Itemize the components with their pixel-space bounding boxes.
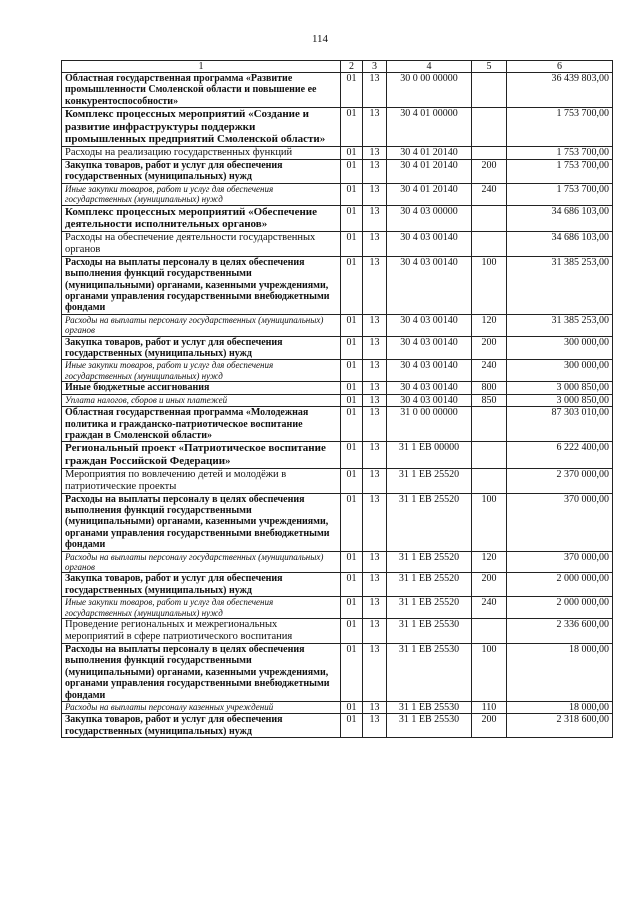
row-subsection-cell: 13 [363, 360, 387, 382]
row-section-cell: 01 [341, 256, 363, 314]
row-target-article-cell: 31 1 ЕВ 25520 [387, 597, 472, 619]
budget-table-body [62, 61, 613, 738]
row-subsection-cell: 13 [363, 382, 387, 394]
row-amount-cell: 370 000,00 [507, 493, 613, 551]
row-target-article-cell: 30 4 01 00000 [387, 108, 472, 147]
row-amount-cell: 2 000 000,00 [507, 573, 613, 597]
row-name-cell: Областная государственная программа «Развитие промышленности Смоленской области и повышение ее конкурентоспособности» [62, 73, 341, 108]
budget-table [61, 60, 613, 738]
table-row [62, 231, 613, 256]
row-target-article-cell: 30 4 03 00140 [387, 382, 472, 394]
row-amount-cell: 1 753 700,00 [507, 183, 613, 205]
row-expense-type-cell: 110 [472, 702, 507, 714]
row-section-cell: 01 [341, 314, 363, 336]
page-number: 114 [311, 33, 329, 45]
row-target-article-cell: 30 4 03 00140 [387, 314, 472, 336]
row-name-cell: Закупка товаров, работ и услуг для обеспечения государственных (муниципальных) нужд [62, 573, 341, 597]
row-name-cell: Расходы на выплаты персоналу казенных учреждений [62, 702, 341, 714]
row-target-article-cell: 30 0 00 00000 [387, 73, 472, 108]
row-section-cell: 01 [341, 147, 363, 160]
row-amount-cell: 18 000,00 [507, 643, 613, 701]
row-name-cell: Комплекс процессных мероприятий «Создание и развитие инфраструктуры поддержки промышленных предприятий Смоленской области» [62, 108, 341, 147]
row-expense-type-cell [472, 442, 507, 468]
row-section-cell: 01 [341, 442, 363, 468]
table-row [62, 394, 613, 406]
row-target-article-cell: 31 1 ЕВ 25530 [387, 702, 472, 714]
row-subsection-cell: 13 [363, 394, 387, 406]
row-amount-cell: 1 753 700,00 [507, 147, 613, 160]
row-name-cell: Иные бюджетные ассигнования [62, 382, 341, 394]
row-section-cell: 01 [341, 394, 363, 406]
row-target-article-cell: 31 1 ЕВ 25520 [387, 468, 472, 493]
row-target-article-cell: 30 4 03 00140 [387, 394, 472, 406]
row-name-cell: Уплата налогов, сборов и иных платежей [62, 394, 341, 406]
row-target-article-cell: 31 1 ЕВ 25530 [387, 643, 472, 701]
row-amount-cell: 36 439 803,00 [507, 73, 613, 108]
table-row [62, 205, 613, 231]
row-expense-type-cell [472, 468, 507, 493]
row-amount-cell: 2 318 600,00 [507, 714, 613, 738]
row-subsection-cell: 13 [363, 108, 387, 147]
row-name-cell: Иные закупки товаров, работ и услуг для обеспечения государственных (муниципальных) нужд [62, 597, 341, 619]
row-target-article-cell: 31 1 ЕВ 25530 [387, 618, 472, 643]
row-name-cell: Расходы на реализацию государственных функций [62, 147, 341, 160]
row-target-article-cell: 31 0 00 00000 [387, 407, 472, 442]
row-subsection-cell: 13 [363, 231, 387, 256]
row-section-cell: 01 [341, 336, 363, 360]
row-name-cell: Расходы на выплаты персоналу в целях обеспечения выполнения функций государственными (муниципальными) органами, казенными учреждениями, органами управления государственными внебюджетными фондами [62, 256, 341, 314]
row-target-article-cell: 30 4 01 20140 [387, 160, 472, 184]
table-row [62, 551, 613, 573]
row-section-cell: 01 [341, 382, 363, 394]
row-section-cell: 01 [341, 702, 363, 714]
row-amount-cell: 34 686 103,00 [507, 205, 613, 231]
row-name-cell: Закупка товаров, работ и услуг для обеспечения государственных (муниципальных) нужд [62, 714, 341, 738]
row-section-cell: 01 [341, 205, 363, 231]
row-amount-cell: 300 000,00 [507, 336, 613, 360]
row-expense-type-cell: 200 [472, 714, 507, 738]
row-subsection-cell: 13 [363, 714, 387, 738]
row-name-cell: Расходы на обеспечение деятельности государственных органов [62, 231, 341, 256]
table-row [62, 382, 613, 394]
table-row [62, 714, 613, 738]
row-section-cell: 01 [341, 493, 363, 551]
row-target-article-cell: 31 1 ЕВ 25530 [387, 714, 472, 738]
row-name-cell: Расходы на выплаты персоналу государственных (муниципальных) органов [62, 551, 341, 573]
row-section-cell: 01 [341, 108, 363, 147]
row-section-cell: 01 [341, 551, 363, 573]
table-row [62, 183, 613, 205]
row-expense-type-cell: 100 [472, 643, 507, 701]
row-subsection-cell: 13 [363, 336, 387, 360]
row-section-cell: 01 [341, 231, 363, 256]
header-cell-amount: 6 [507, 61, 613, 73]
header-cell-section: 2 [341, 61, 363, 73]
row-name-cell: Региональный проект «Патриотическое воспитание граждан Российской Федерации» [62, 442, 341, 468]
row-subsection-cell: 13 [363, 256, 387, 314]
table-header-row [62, 61, 613, 73]
row-subsection-cell: 13 [363, 205, 387, 231]
row-expense-type-cell: 120 [472, 551, 507, 573]
row-subsection-cell: 13 [363, 493, 387, 551]
row-section-cell: 01 [341, 73, 363, 108]
row-name-cell: Расходы на выплаты персоналу государственных (муниципальных) органов [62, 314, 341, 336]
row-target-article-cell: 30 4 01 20140 [387, 147, 472, 160]
row-subsection-cell: 13 [363, 597, 387, 619]
row-subsection-cell: 13 [363, 468, 387, 493]
row-amount-cell: 31 385 253,00 [507, 256, 613, 314]
table-row [62, 442, 613, 468]
row-target-article-cell: 30 4 03 00140 [387, 360, 472, 382]
row-expense-type-cell [472, 147, 507, 160]
table-row [62, 643, 613, 701]
row-target-article-cell: 30 4 03 00000 [387, 205, 472, 231]
table-row [62, 618, 613, 643]
row-name-cell: Закупка товаров, работ и услуг для обеспечения государственных (муниципальных) нужд [62, 160, 341, 184]
row-section-cell: 01 [341, 160, 363, 184]
row-amount-cell: 300 000,00 [507, 360, 613, 382]
row-expense-type-cell: 800 [472, 382, 507, 394]
row-subsection-cell: 13 [363, 183, 387, 205]
header-cell-expense-type: 5 [472, 61, 507, 73]
row-name-cell: Иные закупки товаров, работ и услуг для обеспечения государственных (муниципальных) нужд [62, 360, 341, 382]
row-target-article-cell: 30 4 03 00140 [387, 256, 472, 314]
table-row [62, 314, 613, 336]
row-section-cell: 01 [341, 407, 363, 442]
row-expense-type-cell: 240 [472, 597, 507, 619]
header-cell-name: 1 [62, 61, 341, 73]
row-amount-cell: 2 336 600,00 [507, 618, 613, 643]
row-amount-cell: 1 753 700,00 [507, 160, 613, 184]
row-expense-type-cell: 200 [472, 160, 507, 184]
table-row [62, 493, 613, 551]
row-expense-type-cell: 100 [472, 493, 507, 551]
row-expense-type-cell: 100 [472, 256, 507, 314]
row-amount-cell: 87 303 010,00 [507, 407, 613, 442]
row-subsection-cell: 13 [363, 702, 387, 714]
row-subsection-cell: 13 [363, 573, 387, 597]
row-subsection-cell: 13 [363, 160, 387, 184]
row-amount-cell: 1 753 700,00 [507, 108, 613, 147]
row-section-cell: 01 [341, 618, 363, 643]
row-subsection-cell: 13 [363, 618, 387, 643]
row-name-cell: Расходы на выплаты персоналу в целях обеспечения выполнения функций государственными (муниципальными) органами, казенными учреждениями, органами управления государственными внебюджетными фондами [62, 493, 341, 551]
table-row [62, 147, 613, 160]
table-row [62, 702, 613, 714]
row-expense-type-cell: 200 [472, 573, 507, 597]
row-expense-type-cell [472, 407, 507, 442]
row-section-cell: 01 [341, 183, 363, 205]
table-row [62, 597, 613, 619]
row-amount-cell: 2 370 000,00 [507, 468, 613, 493]
row-name-cell: Мероприятия по вовлечению детей и молодёжи в патриотические проекты [62, 468, 341, 493]
row-name-cell: Иные закупки товаров, работ и услуг для обеспечения государственных (муниципальных) нужд [62, 183, 341, 205]
table-row [62, 336, 613, 360]
row-subsection-cell: 13 [363, 73, 387, 108]
row-amount-cell: 18 000,00 [507, 702, 613, 714]
row-target-article-cell: 31 1 ЕВ 25520 [387, 573, 472, 597]
row-subsection-cell: 13 [363, 147, 387, 160]
row-expense-type-cell: 240 [472, 183, 507, 205]
row-target-article-cell: 30 4 01 20140 [387, 183, 472, 205]
row-section-cell: 01 [341, 360, 363, 382]
row-expense-type-cell: 120 [472, 314, 507, 336]
row-expense-type-cell [472, 205, 507, 231]
row-amount-cell: 3 000 850,00 [507, 382, 613, 394]
table-row [62, 160, 613, 184]
row-subsection-cell: 13 [363, 407, 387, 442]
header-cell-target-article: 4 [387, 61, 472, 73]
row-section-cell: 01 [341, 714, 363, 738]
row-name-cell: Комплекс процессных мероприятий «Обеспечение деятельности исполнительных органов» [62, 205, 341, 231]
row-target-article-cell: 31 1 ЕВ 25520 [387, 551, 472, 573]
row-amount-cell: 34 686 103,00 [507, 231, 613, 256]
row-section-cell: 01 [341, 573, 363, 597]
row-expense-type-cell [472, 108, 507, 147]
row-target-article-cell: 30 4 03 00140 [387, 336, 472, 360]
row-amount-cell: 370 000,00 [507, 551, 613, 573]
row-target-article-cell: 31 1 ЕВ 00000 [387, 442, 472, 468]
table-row [62, 360, 613, 382]
table-row [62, 256, 613, 314]
row-name-cell: Областная государственная программа «Молодежная политика и гражданско-патриотическое воспитание граждан в Смоленской области» [62, 407, 341, 442]
header-cell-subsection: 3 [363, 61, 387, 73]
row-expense-type-cell: 850 [472, 394, 507, 406]
row-amount-cell: 2 000 000,00 [507, 597, 613, 619]
row-expense-type-cell [472, 73, 507, 108]
table-row [62, 573, 613, 597]
row-name-cell: Расходы на выплаты персоналу в целях обеспечения выполнения функций государственными (муниципальными) органами, казенными учреждениями, органами управления государственными внебюджетными фондами [62, 643, 341, 701]
row-expense-type-cell [472, 231, 507, 256]
table-row [62, 468, 613, 493]
table-row [62, 108, 613, 147]
row-name-cell: Закупка товаров, работ и услуг для обеспечения государственных (муниципальных) нужд [62, 336, 341, 360]
row-name-cell: Проведение региональных и межрегиональных мероприятий в сфере патриотического воспитания [62, 618, 341, 643]
row-target-article-cell: 30 4 03 00140 [387, 231, 472, 256]
row-subsection-cell: 13 [363, 551, 387, 573]
row-target-article-cell: 31 1 ЕВ 25520 [387, 493, 472, 551]
row-subsection-cell: 13 [363, 643, 387, 701]
row-subsection-cell: 13 [363, 314, 387, 336]
table-row [62, 407, 613, 442]
row-section-cell: 01 [341, 643, 363, 701]
table-row [62, 73, 613, 108]
row-amount-cell: 31 385 253,00 [507, 314, 613, 336]
row-section-cell: 01 [341, 468, 363, 493]
row-subsection-cell: 13 [363, 442, 387, 468]
row-expense-type-cell: 240 [472, 360, 507, 382]
row-section-cell: 01 [341, 597, 363, 619]
row-expense-type-cell [472, 618, 507, 643]
row-amount-cell: 6 222 400,00 [507, 442, 613, 468]
row-amount-cell: 3 000 850,00 [507, 394, 613, 406]
row-expense-type-cell: 200 [472, 336, 507, 360]
